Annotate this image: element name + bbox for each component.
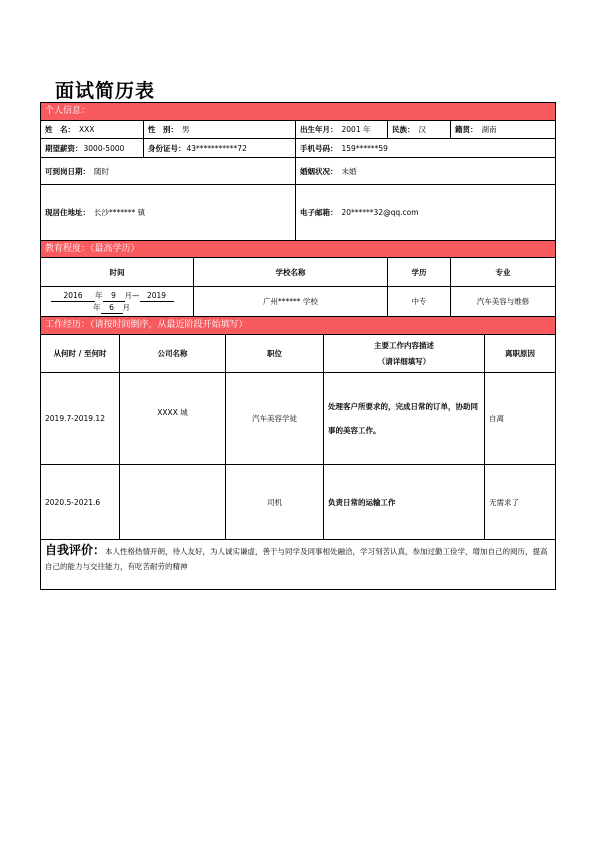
education-data-row xyxy=(41,287,555,317)
work-reason-2 xyxy=(484,465,555,539)
edu-major-cell: 汽车美容与维修 xyxy=(450,287,555,316)
gender-cell xyxy=(143,121,295,138)
address-value: 长沙******* 镇 xyxy=(94,208,146,217)
work-header-desc xyxy=(323,335,484,372)
birth-label: 出生年月： xyxy=(300,125,338,134)
work-desc-1: 处理客户所要求的，完成日常的订单，协助同事的美容工作。 xyxy=(323,373,484,464)
edu-to-month: 6 xyxy=(101,302,123,314)
start-date-cell xyxy=(41,158,295,184)
edu-dash: — xyxy=(132,290,140,300)
edu-header-degree: 学历 xyxy=(387,258,450,286)
birth-value: 2001 年 xyxy=(341,125,371,134)
personal-row-2 xyxy=(41,139,555,158)
work-reason-2-text: 无需求了 xyxy=(489,497,519,507)
work-company-2 xyxy=(119,465,225,539)
marital-label: 婚姻状况： xyxy=(300,166,338,176)
self-eval-text: 本人性格热情开朗，待人友好，为人诚实谦虚，善于与同学及同事相处融洽，学习刻苦认真，参加过勤工俭学，增加自己的阅历，提高自己的能力与交往能力，有吃苦耐劳的精神 xyxy=(45,547,548,571)
work-desc-2: 负责日常的运输工作 xyxy=(323,465,484,539)
edu-header-school: 学校名称 xyxy=(193,258,387,286)
email-cell xyxy=(295,185,555,240)
edu-header-time: 时间 xyxy=(109,267,125,277)
personal-row-1 xyxy=(41,120,555,139)
work-header-period: 从何时 / 至何时 xyxy=(53,349,107,358)
work-header-desc-title: 主要工作内容描述 xyxy=(374,341,434,350)
id-cell xyxy=(143,139,295,157)
start-date-label: 可到岗日期： xyxy=(45,166,90,176)
work-period-1-text: 2019.7-2019.12 xyxy=(45,414,105,423)
work-reason-1 xyxy=(484,373,555,464)
edu-year-char-2: 年 xyxy=(93,302,101,312)
marital-cell xyxy=(295,158,555,184)
work-period-2 xyxy=(41,465,119,539)
edu-time-line-2 xyxy=(93,302,130,314)
personal-row-4 xyxy=(41,185,555,241)
email-value: 20******32@qq.com xyxy=(341,208,419,217)
native-label: 籍贯： xyxy=(455,125,478,134)
work-header-desc-sub: （请详细填写） xyxy=(377,357,431,366)
self-evaluation xyxy=(45,543,551,574)
native-value: 湖南 xyxy=(481,125,497,134)
address-cell xyxy=(41,185,295,240)
edu-time-cell xyxy=(41,287,193,316)
edu-header-major: 专业 xyxy=(450,258,555,286)
personal-row-3 xyxy=(41,158,555,185)
edu-time-line-1 xyxy=(51,290,174,302)
edu-degree-cell: 中专 xyxy=(387,287,450,316)
phone-cell xyxy=(295,139,555,157)
id-label: 身份证号： xyxy=(148,143,186,153)
self-eval-label: 自我评价： xyxy=(45,543,106,557)
work-position-1: 汽车美容学徒 xyxy=(225,373,323,464)
edu-month-char-2: 月 xyxy=(122,302,130,312)
address-label: 现居住地址： xyxy=(45,208,90,217)
work-position-2: 司机 xyxy=(225,465,323,539)
section-header-education: 教育程度：（最高学历） xyxy=(41,241,555,257)
name-value: XXX xyxy=(79,125,95,134)
gender-label: 性 别： xyxy=(148,125,178,134)
work-row-2 xyxy=(41,465,555,540)
phone-value: 159******59 xyxy=(341,143,388,153)
resume-form xyxy=(40,102,556,590)
salary-cell xyxy=(41,139,143,157)
name-cell xyxy=(41,121,143,138)
ethnicity-value: 汉 xyxy=(418,125,426,134)
work-period-2-text: 2020.5-2021.6 xyxy=(45,497,101,507)
marital-value: 未婚 xyxy=(341,166,357,176)
work-row-1 xyxy=(41,373,555,465)
gender-value: 男 xyxy=(182,125,190,134)
work-company-1: XXXX 城 xyxy=(119,373,225,464)
work-header-row xyxy=(41,334,555,373)
email-label: 电子邮箱： xyxy=(300,208,338,217)
edu-to-year: 2019 xyxy=(140,290,174,302)
education-header-row xyxy=(41,257,555,287)
page-title: 面试简历表 xyxy=(55,80,156,102)
start-date-value: 随时 xyxy=(94,166,109,176)
work-reason-1-text: 自离 xyxy=(489,414,504,423)
name-label: 姓 名： xyxy=(45,125,75,134)
work-header-reason: 离职原因 xyxy=(484,335,555,372)
work-header-company: 公司名称 xyxy=(119,335,225,372)
ethnicity-cell xyxy=(387,121,450,138)
edu-year-char-1: 年 xyxy=(95,290,103,300)
edu-month-char-1: 月 xyxy=(124,290,132,300)
edu-school-cell: 广州****** 学校 xyxy=(193,287,387,316)
ethnicity-label: 民族： xyxy=(392,125,415,134)
section-header-personal: 个人信息： xyxy=(41,103,555,120)
section-header-work: 工作经历：（请按时间倒序，从最近阶段开始填写） xyxy=(41,317,555,334)
edu-from-month: 9 xyxy=(103,290,125,302)
edu-from-year: 2016 xyxy=(51,290,95,302)
salary-value: 3000-5000 xyxy=(83,143,125,153)
native-cell xyxy=(450,121,555,138)
phone-label: 手机号码： xyxy=(300,143,338,153)
birth-cell xyxy=(295,121,387,138)
salary-label: 期望薪资： xyxy=(45,143,83,153)
id-value: 43***********72 xyxy=(186,143,247,153)
work-header-position: 职位 xyxy=(225,335,323,372)
work-period-1 xyxy=(41,373,119,464)
